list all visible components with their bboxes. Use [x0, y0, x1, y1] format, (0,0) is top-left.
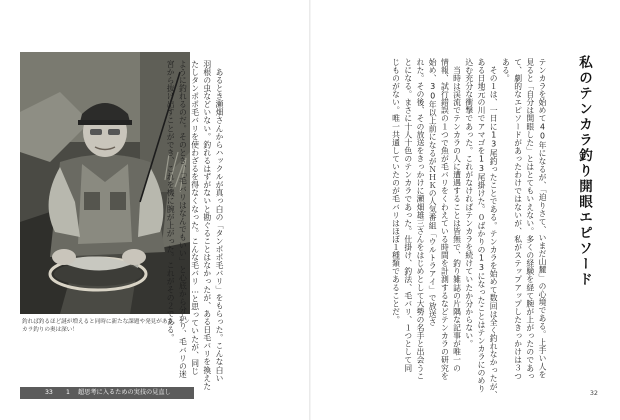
- right-page-body: [389, 58, 548, 399]
- body-column: 羽根の虫などいない。釣れるはずがないと勘ぐることはなかったが、ある日毛バリを換えた: [202, 60, 212, 391]
- body-column: ように釣れるのだ。そのとき、「毛バリはなんでもいい」と心底から分かり、毛バリの迷: [178, 60, 188, 379]
- page-gutter: [309, 0, 311, 420]
- chapter-title: 超思考に入るための実技の見直し: [78, 389, 171, 396]
- body-column: ある日地元の川でアマゴを13尾掛けた。０ばかりの13になったことはテンカラにのめり: [476, 58, 486, 393]
- body-column: じものがない。唯一共通していたのが毛バリはほぼ１種類であることだ。: [391, 58, 401, 324]
- body-column: あるとき瀬畑さんからハックルが真っ白の「タンポポ毛バリ」をもらった。こんな白い: [215, 60, 224, 382]
- left-page-body: [164, 60, 225, 391]
- body-column: 見ると「自分は開眼した」とはとてもいえない。多くの経験を経て腕が上がったのであっ: [525, 58, 535, 380]
- body-column: その１は、一日に13尾釣ったことである。テンカラを始めて数回は全く釣れなかったが、: [489, 58, 499, 399]
- section-heading: 私のテンカラ釣り開眼エピソード: [576, 55, 592, 288]
- body-column: たしタンポポ毛バリを使わざるを得なくなった。こんな毛バリ…と思っていたが、同じ: [190, 60, 200, 376]
- right-page-number: 32: [589, 389, 598, 397]
- body-column: 始め、30年以上前になるがＮＨＫの人気番組「ウルトラアイ」で放送さ: [428, 58, 438, 327]
- body-column: 込む充分な衝撃であった。これがなければテンカラを続けていたか分からない。: [464, 58, 474, 348]
- body-column: 情報、試行錯誤の１つで魚が毛バリをくわえている時間を計測するなどテンカラの研究を: [440, 58, 450, 380]
- body-column: 当時は渓流でテンカラの人に遭遇することは皆無で、釣り雑誌の片隅な記事が唯一の: [452, 58, 462, 372]
- body-column: れた。その後、その放送をきっかけに瀬畑雄三さんをはじめとして大勢の名手と出会うこ: [415, 58, 425, 380]
- body-column: テンカラを始めて40年になるが、「迫りさて、いまだ山麓」の心境である。上手い人を: [538, 58, 547, 379]
- body-column: ある。: [501, 58, 511, 83]
- body-column: 宮から抜け出すことができ、これを機に腕が上がった。これがその２である。: [166, 60, 176, 342]
- body-column: とになる。まさに十人十色のテンカラであった。仕掛け、釣法、毛バリ、１つとして同: [403, 58, 413, 372]
- left-footer-bar: [20, 387, 194, 399]
- left-page-number: 33: [45, 389, 53, 396]
- chapter-mark: 1: [66, 389, 70, 396]
- body-column: て、劇的なエピソードがあったわけではないが、私がステップアップしたきっかけは３つ: [513, 58, 523, 380]
- photo-caption: 釣れば釣るほど謎が増えると同時に新たな課題や発見がある。テンカラ釣りの奥は深い！: [22, 319, 190, 333]
